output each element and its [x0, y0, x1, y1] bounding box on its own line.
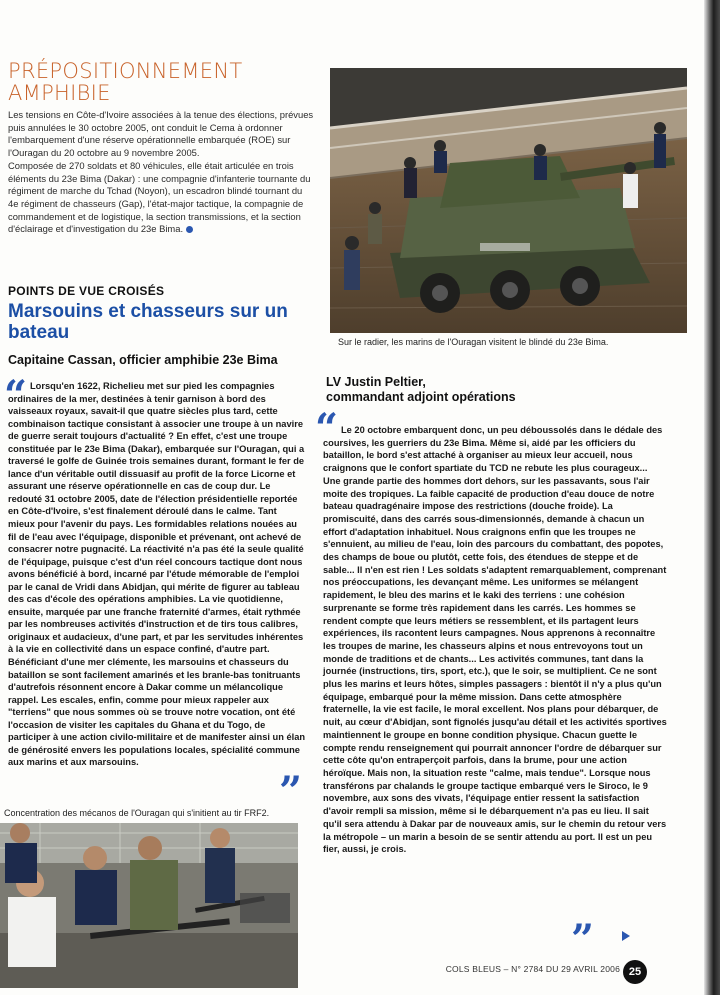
- continue-arrow-icon: [622, 931, 630, 941]
- left-column-text: [8, 380, 306, 769]
- intro-box: [8, 109, 314, 236]
- tank-photo-illustration: [330, 68, 687, 333]
- footer-issue: COLS BLEUS – N° 2784 DU 29 AVRIL 2006: [445, 964, 620, 974]
- right-byline-role: commandant adjoint opérations: [326, 390, 516, 404]
- bullet-dot-icon: [186, 226, 193, 233]
- rifle-photo-illustration: [0, 823, 298, 988]
- close-quote-icon-right: ”: [571, 916, 595, 963]
- right-byline: [326, 375, 666, 405]
- right-column-text: [323, 424, 667, 856]
- page-number: 25: [623, 960, 647, 984]
- close-quote-icon: ”: [279, 768, 303, 815]
- headline: Marsouins et chasseurs sur un bateau: [8, 301, 288, 343]
- rifle-training-photo: [0, 823, 298, 988]
- kicker-title: PRÉPOSITIONNEMENT AMPHIBIE: [8, 59, 243, 105]
- intro-paragraph-2: [8, 160, 314, 236]
- intro-paragraph-2-text: Composée de 270 soldats et 80 véhicules, elle était articulée en trois éléments du 23e Bima (Dakar) : une compagnie d'infanterie tournante du régiment de marche du Tchad (Noyon), un escadron blindé tournant du 4e régiment de chasseurs (Gap), l'état-major tactique, la compagnie de commandement et de logistique, la section transmissions, et la section d'éclairage et d'investigation du 23e Bima.: [8, 159, 311, 235]
- left-column-body: Lorsqu'en 1622, Richelieu met sur pied les compagnies ordinaires de la mer, destinées à tenir garnison à bord des vaisseaux royaux, savait-il que quatre siècles plus tard, cette combinaison tactique consistant à associer une troupe à un navire de guerre serait toujours d'actualité ? En effet, c'est une troupe constituée par le 23e Bima (Dakar), embarquée sur l'Ouragan, qui a traversé le golfe de Guinée trois semaines durant, formant le fer de lance d'un véritable outil dissuasif au profit de la force Licorne et assurant une réserve opérationnelle en cas de coup dur. Le redouté 31 octobre 2005, date de l'élection présidentielle reportée en Côte-d'Ivoire, s'est finalement déroulé dans le calme. Tant mieux pour l'avenir du pays. Les formidables relations nouées au fil de l'eau avec l'équipage, disponible et prévenant, ont achevé de consacrer notre pugnacité. La réactivité n'a pas été la seule qualité de l'équipage, puisque c'est d'un réel concours tactique dont nous avons bénéficié à bord, incarné par l'étude mémorable de l'emploi par le canal de Vridi dans Abidjan, qui mérite de figurer au tableau des cas d'école des opérations amphibies. La vie quotidienne, ensuite, marquée par une franche fraternité d'armes, était rythmée par les nombreuses activités d'instruction et de tirs tous calibres, originaux et audacieux, d'une part, et par les servitudes inhérentes à la vie en collectivité dans un espace confiné, d'autre part. Bénéficiant d'une mer clémente, les marsouins et chasseurs du bataillon se sont facilement amarinés et les branle-bas tonitruants d'autrefois résonnent encore à Dakar comme un mélancolique rappel. Les escales, enfin, comme pour mieux rappeler aux "terriens" que nous sommes où se trouve notre vocation, ont été l'occasion de visiter les capitales du Ghana et du Togo, de participer à une action civilo-militaire et de manifester ainsi un élan de générosité envers les populations locales, spécialité commune aux marins et aux marsouins.: [8, 381, 306, 768]
- top-photo-caption: Sur le radier, les marins de l'Ouragan visitent le blindé du 23e Bima.: [338, 337, 609, 347]
- right-column-body: Le 20 octobre embarquent donc, un peu déboussolés dans le dédale des coursives, les guerriers du 23e Bima. Même si, aidé par les officiers du bataillon, le bord s'est attaché à organiser au mieux leur accueil, nous craignons que le confort spartiate du TCD ne rebute les plus courageux... Une grande partie des hommes dort dehors, sur les passavants, sous l'air moite des tropiques. La faible capacité de production d'eau douce de notre bateau quadragénaire impose des restrictions (douche froide). La promiscuité, dans des carrés sous-dimensionnés, demande à chacun un effort d'adaptation inhabituel. Nous craignons enfin que les troupes ne s'ennuient, au milieu de l'eau, loin des parcours du combattant, des popotes, des champs de boue ou plutôt, cette fois, des étendues de steppe et de sable... Il n'en est rien ! Les soldats s'adaptent remarquablement, comprenant nos préoccupations, les devançant même. Les uniformes se mélangent rapidement, le bleu des marins et le kaki des terriens : une cohésion surprenante se forme très rapidement dans les carrés. Les hommes se rendent compte que leurs métiers se ressemblent, et ils partagent leurs expériences, ils racontent leurs campagnes. Nous apprenons à reconnaître les troupes de marine, les chasseurs alpins et nous entrevoyons tout un monde de traditions et de chants... Les activités communes, tant dans la journée (instructions, tirs, sport, etc.), que le soir, se multiplient. Ce ne sont plus les marins et leurs hôtes, simples passagers : bientôt il n'y a plus qu'un équipage, embarqué pour la même mission. Dans cette atmosphère fraternelle, la vie est facile, le moral excellent. Nos plans pour débarquer, de nuit, au cœur d'Abidjan, sont fignolés jusqu'au détail et les activités sportives maintiennent le groupe en bonne condition physique. Chacun guette le compte rendu renseignement qui pourrait annoncer l'ordre de débarquer sur cette côte qu'on entraperçoit parfois, dans la brume, pour une action héroïque. Mais non, la situation reste "calme, mais tendue". Lorsque nous transférons par chalands le groupe tactique embarqué vers le Siroco, le 9 novembre, aux sons des vivats, l'équipage entier ressent la satisfaction d'avoir rempli sa mission, même si le débarquement n'a pas eu lieu. Il sait qu'il sera attendu à Dakar par de nouveaux amis, sur le chemin du retour vers la métropole – un marin a besoin de se sentir attendu au port. Il est un peu fier, aussi, je crois.: [323, 425, 667, 855]
- left-byline: Capitaine Cassan, officier amphibie 23e Bima: [8, 353, 278, 367]
- right-byline-name: LV Justin Peltier,: [326, 375, 426, 389]
- tank-on-deck-photo: [330, 68, 687, 333]
- open-quote-icon: “: [4, 372, 28, 419]
- section-label: POINTS DE VUE CROISÉS: [8, 284, 165, 298]
- page-edge-shadow: [704, 0, 720, 995]
- intro-paragraph-1: Les tensions en Côte-d'Ivoire associées à la tenue des élections, prévues puis annulées le 30 octobre 2005, ont conduit le Cema à ordonner l'embarquement d'une réserve opérationnelle embarquée (ROE) sur l'Ouragan du 20 octobre au 9 novembre 2005.: [8, 109, 314, 159]
- open-quote-icon-right: “: [315, 405, 339, 452]
- bottom-photo-caption: Concentration des mécanos de l'Ouragan qui s'initient au tir FRF2.: [4, 808, 270, 818]
